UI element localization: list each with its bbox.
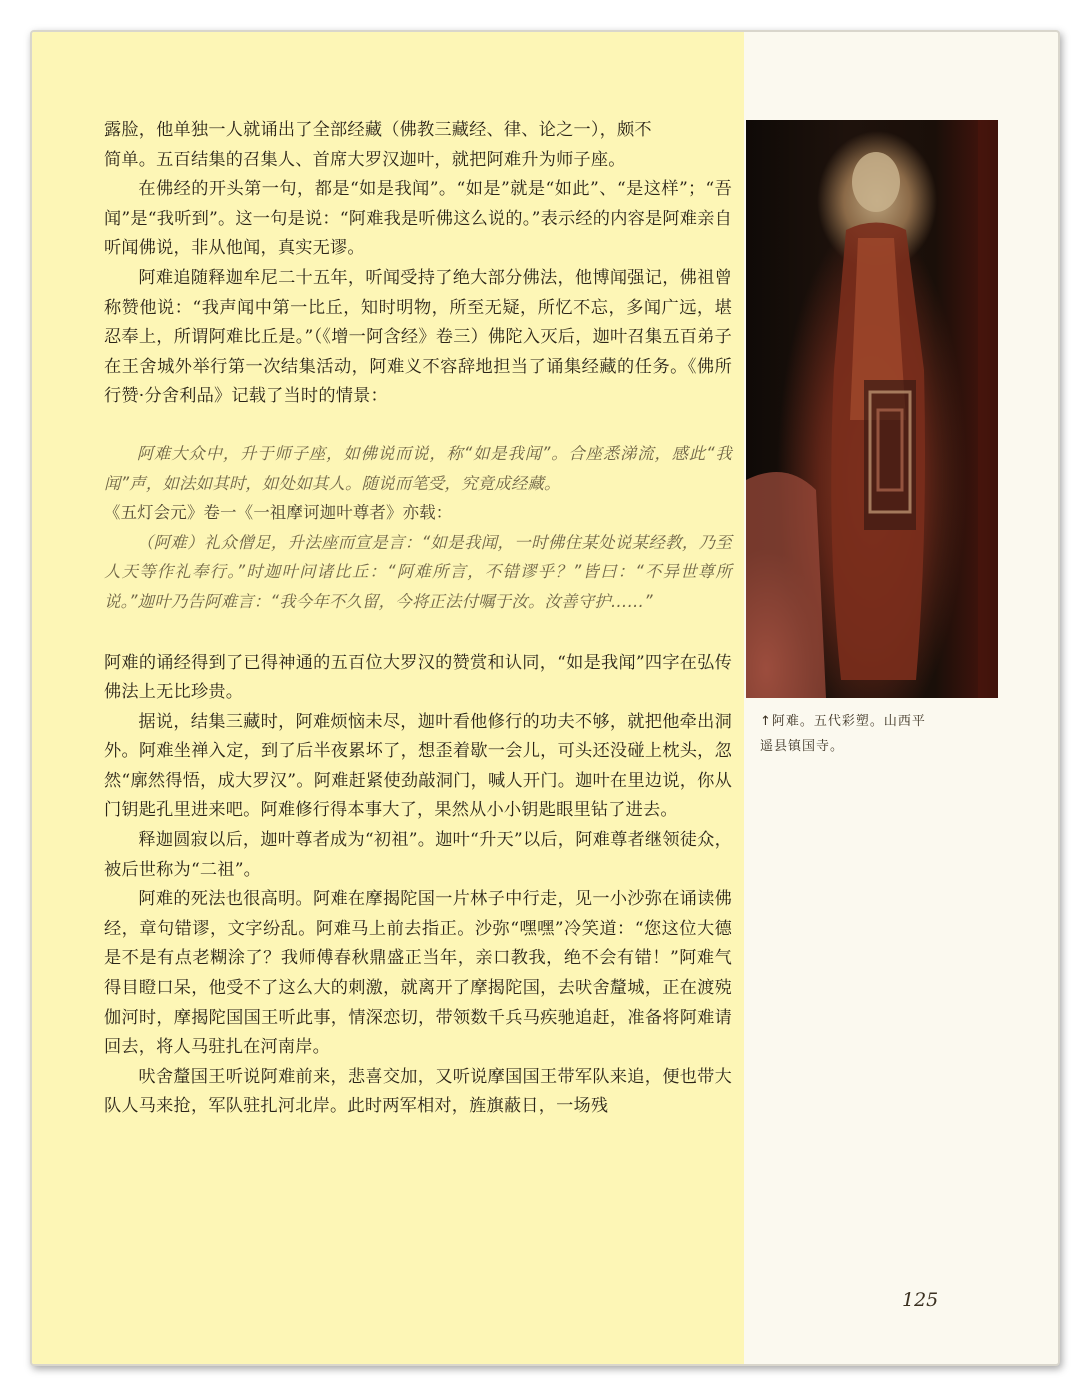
quotation: （阿难）礼众僧足，升法座而宣是言：“如是我闻，一时佛住某处说某经教，乃至人天等作礼奉行。”时迦叶问诸比丘：“阿难所言，不错谬乎？”皆曰：“不异世尊所说。”迦叶乃告阿难言：“我今年不久留，今将正法付嘱于汝。汝善守护……”: [104, 532, 732, 611]
statue-illustration: [746, 120, 998, 698]
caption-line: 遥县镇国寺。: [760, 739, 845, 754]
statue-photo: [746, 120, 998, 698]
paragraph: 阿难的死法也很高明。阿难在摩揭陀国一片林子中行走，见一小沙弥在诵读佛经，章句错谬，文字纷乱。阿难马上前去指正。沙弥“嘿嘿”冷笑道：“您这位大德是不是有点老糊涂了？我师傅春秋鼎盛正当年，亲口教我，绝不会有错！”阿难气得目瞪口呆，他受不了这么大的刺激，就离开了摩揭陀国，去吠舍釐城，正在渡殑伽河时，摩揭陀国国王听此事，情深恋切，带领数千兵马疾驰追赶，准备将阿难请回去，将人马驻扎在河南岸。: [104, 889, 732, 1058]
caption-line: ↑阿难。五代彩塑。山西平: [760, 714, 926, 729]
photo-caption: [760, 709, 975, 759]
page-number: 125: [902, 1289, 939, 1311]
paragraph-line: 露脸，他单独一人就诵出了全部经藏（佛教三藏经、律、论之一），颇不: [104, 120, 652, 140]
paragraph-line: 简单。五百结集的召集人、首席大罗汉迦叶，就把阿难升为师子座。: [104, 149, 626, 170]
paragraph: 释迦圆寂以后，迦叶尊者成为“初祖”。迦叶“升天”以后，阿难尊者继领徒众，被后世称为“二祖”。: [104, 830, 732, 880]
paragraph: 据说，结集三藏时，阿难烦恼未尽，迦叶看他修行的功夫不够，就把他牵出洞外。阿难坐禅入定，到了后半夜累坏了，想歪着歇一会儿，可头还没碰上枕头，忽然“廓然得悟，成大罗汉”。阿难赶紧使劲敲洞门，喊人开门。迦叶在里边说，你从门钥匙孔里进来吧。阿难修行得本事大了，果然从小小钥匙眼里钻了进去。: [104, 711, 732, 821]
paragraph: 吠舍釐国王听说阿难前来，悲喜交加，又听说摩国国王带军队来追，便也带大队人马来抢，军队驻扎河北岸。此时两军相对，旌旗蔽日，一场残: [104, 1066, 732, 1117]
source-line: 《五灯会元》卷一《一祖摩诃迦叶尊者》亦载：: [104, 503, 453, 523]
paragraph: 阿难的诵经得到了已得神通的五百位大罗汉的赞赏和认同，“如是我闻”四字在弘传佛法上无比珍贵。: [104, 652, 732, 703]
body-text-column: [104, 116, 732, 1122]
quotation: 阿难大众中，升于师子座，如佛说而说，称“如是我闻”。合座悉涕流，感此“我闻”声，如法如其时，如处如其人。随说而笔受，究竟成经藏。: [104, 443, 732, 493]
book-page: [30, 30, 1060, 1366]
paragraph: 在佛经的开头第一句，都是“如是我闻”。“如是”就是“如此”、“是这样”；“吾闻”是“我听到”。这一句是说：“阿难我是听佛这么说的。”表示经的内容是阿难亲自听闻佛说，非从他闻，真实无谬。: [104, 179, 732, 259]
paragraph: 阿难追随释迦牟尼二十五年，听闻受持了绝大部分佛法，他博闻强记，佛祖曾称赞他说：“我声闻中第一比丘，知时明物，所至无疑，所忆不忘，多闻广远，堪忍奉上，所谓阿难比丘是。”（《增一阿含经》卷三）佛陀入灭后，迦叶召集五百弟子在王舍城外举行第一次结集活动，阿难义不容辞地担当了诵集经藏的任务。《佛所行赞·分舍利品》记载了当时的情景：: [104, 267, 732, 407]
